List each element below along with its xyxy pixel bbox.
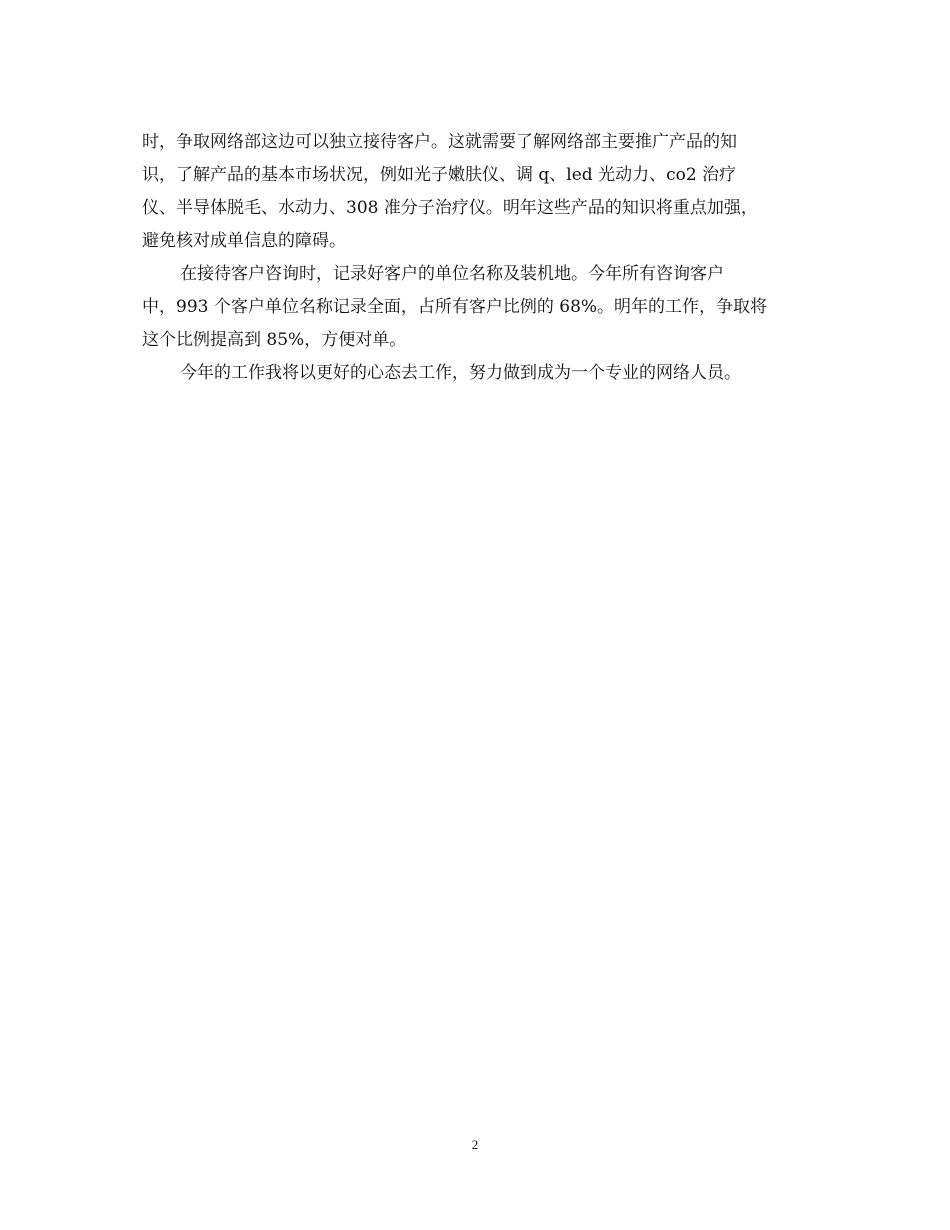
text-line: 今年的工作我将以更好的心态去工作，努力做到成为一个专业的网络人员。 [180,363,741,383]
paragraph [142,126,806,258]
paragraph [142,258,806,357]
text-line: 避免核对成单信息的障碍。 [142,231,346,251]
text-line: 仪、半导体脱毛、水动力、308 准分子治疗仪。明年这些产品的知识将重点加强， [142,198,758,218]
text-line: 时，争取网络部这边可以独立接待客户。这就需要了解网络部主要推广产品的知 [142,132,737,152]
page-number: 2 [471,1137,479,1152]
text-line: 中，993 个客户单位名称记录全面，占所有客户比例的 68%。明年的工作，争取将 [142,297,768,317]
text-line: 这个比例提高到 85%，方便对单。 [142,330,407,350]
text-line: 识，了解产品的基本市场状况，例如光子嫩肤仪、调 q、led 光动力、co2 治疗 [142,165,737,185]
text-line: 在接待客户咨询时，记录好客户的单位名称及装机地。今年所有咨询客户 [180,264,724,284]
paragraph [142,357,806,390]
document-body [142,126,806,390]
